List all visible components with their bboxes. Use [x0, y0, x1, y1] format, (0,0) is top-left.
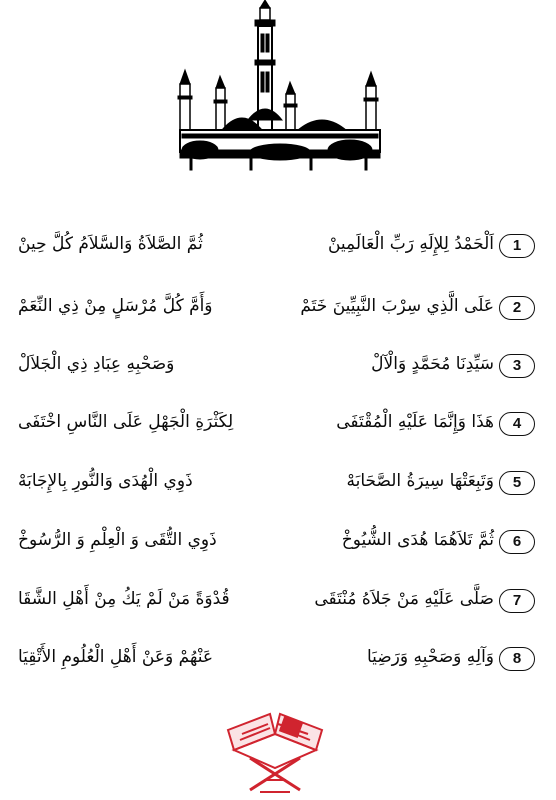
verse-first-hemistich: اَلْحَمْدُ لِلإِلَهِ رَبِّ الْعَالَمِينْ — [327, 234, 494, 254]
verse-second-hemistich: ذَوِي الْهُدَى وَالنُّورِ بِالإِجَابَهْ — [18, 471, 193, 491]
verse-second-hemistich: ذَوِي التُّقَى وَ الْعِلْمِ وَ الرُّسُوخْ — [18, 530, 217, 550]
verse-number: 2 — [499, 296, 535, 320]
verse-first-hemistich: وَآلِهِ وَصَحْبِهِ وَرَضِيَا — [366, 647, 494, 667]
verse-row — [0, 631, 556, 691]
verse-second-hemistich: ثُمَّ الصَّلاَةُ وَالسَّلاَمُ كُلَّ حِينْ — [18, 234, 203, 254]
verse-second-hemistich: وَصَحْبِهِ عِبَادِ ذِي الْجَلاَلْ — [18, 354, 175, 374]
verse-second-hemistich: عَنْهُمْ وَعَنْ أَهْلِ الْعُلُومِ الأَتْقِيَا — [18, 647, 213, 667]
verse-number: 1 — [499, 234, 535, 258]
verse-second-hemistich: وَأَمَّ كُلَّ مُرْسَلٍ مِنْ ذِي النِّعَمْ — [18, 296, 213, 316]
mosque-icon — [160, 0, 400, 175]
verse-number: 3 — [499, 354, 535, 378]
verse-number: 6 — [499, 530, 535, 554]
verse-number: 4 — [499, 412, 535, 436]
verse-row — [0, 218, 556, 278]
verse-row — [0, 280, 556, 340]
verse-row — [0, 573, 556, 633]
verse-number: 8 — [499, 647, 535, 671]
verse-first-hemistich: وَتَبِعَتْهَا سِيرَةُ الصَّحَابَهْ — [346, 471, 494, 491]
verse-first-hemistich: عَلَى الَّذِي سِرْبَ النَّبِيِّينَ خَتَمْ — [300, 296, 494, 316]
verse-first-hemistich: ثُمَّ تَلاَهُمَا هُدَى الشُّيُوخْ — [341, 530, 494, 550]
verse-first-hemistich: هَذَا وَإِنَّمَا عَلَيْهِ الْمُقْتَفَى — [336, 412, 494, 432]
verse-first-hemistich: صَلَّى عَلَيْهِ مَنْ جَلاَهُ مُنْتَقَى — [314, 589, 494, 609]
quran-on-stand-icon — [220, 700, 330, 800]
verse-row — [0, 396, 556, 456]
verse-first-hemistich: سَيِّدِنَا مُحَمَّدٍ وَالْآلْ — [371, 354, 494, 374]
verse-second-hemistich: قُدْوَةً مَنْ لَمْ يَكُ مِنْ أَهْلِ الشَّقَا — [18, 589, 230, 609]
verse-second-hemistich: لِكَثْرَةِ الْجَهْلِ عَلَى النَّاسِ اخْتَفَى — [18, 412, 234, 432]
verse-row — [0, 455, 556, 515]
verse-number: 7 — [499, 589, 535, 613]
verse-row — [0, 338, 556, 398]
verse-row — [0, 514, 556, 574]
verse-number: 5 — [499, 471, 535, 495]
